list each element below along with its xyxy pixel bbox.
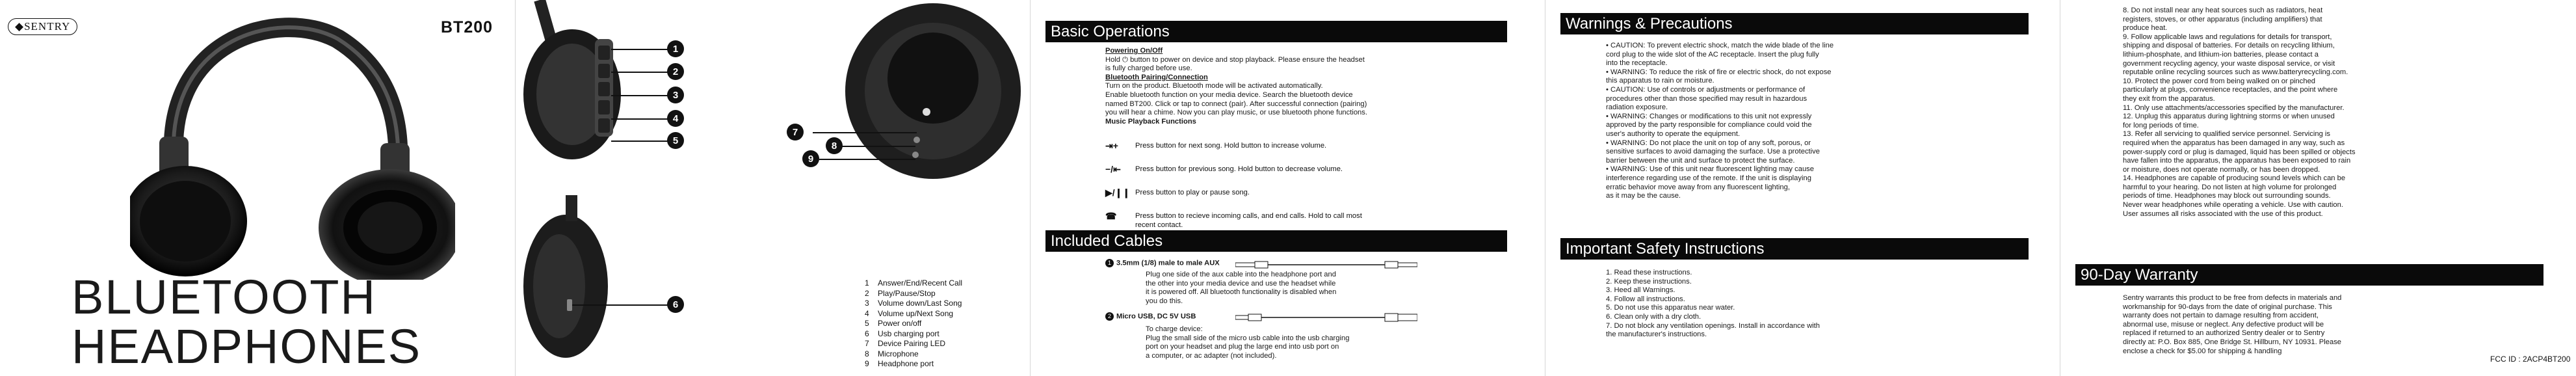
callout-leader <box>813 132 917 133</box>
legend-item: 2 Play/Pause/Stop <box>865 288 936 298</box>
legend-item: 8 Microphone <box>865 349 919 358</box>
cable-number-icon: 2 <box>1105 312 1114 321</box>
legend-item: 7 Device Pairing LED <box>865 339 946 348</box>
callout-leader <box>611 95 670 96</box>
cable-number-icon: 1 <box>1105 259 1114 267</box>
callout-leader <box>611 141 670 142</box>
legend-item: 3 Volume down/Last Song <box>865 299 962 308</box>
callout-leader <box>611 49 670 50</box>
fcc-id: FCC ID : 2ACP4BT200 <box>2490 355 2571 364</box>
powering-text: is fully charged before use. <box>1105 64 1192 73</box>
callout-leader <box>611 72 670 73</box>
basic-operations-heading: Basic Operations <box>1045 21 1507 42</box>
headphones-front-illustration <box>130 13 455 280</box>
safety-instructions-body: 1. Read these instructions. 2. Keep these instructions. 3. Heed all Warnings. 4. Follow all instructions. 5. Do not use this apparatus near water. 6. Clean only with a dry cloth. 7. Do not block any ventilation openings. Install in accordance with the manufacturer's instructions. <box>1606 269 1820 339</box>
phone-icon: ☎ <box>1105 211 1117 221</box>
control-previous <box>1105 165 1343 174</box>
usb-cable-text: To charge device: Plug the small side of the micro usb cable into the usb charging port on your headset and plug the large end into usb port on a computer, or ac adapter (not included). <box>1146 325 1350 360</box>
warnings-heading: Warnings & Precautions <box>1560 13 2029 34</box>
warranty-body: Sentry warrants this product to be free from defects in materials and workmanship for 90-days from the date of original purchase. This warranty does not pertain to damage resulting from accident, abnormal use, misuse or neglect. Any defective product will be replaced if returned to an authorized Sentry dealer or to Sentry directly at: P.O. Box 885, One Bridge St. Hillburn, NY 10931. Please enclose a check for $5.00 for shipping & handling <box>2123 294 2342 355</box>
control-call <box>1105 212 1362 230</box>
product-title-line1: BLUETOOTH <box>72 270 376 324</box>
sentry-logo: ◆SENTRY <box>8 18 77 35</box>
aux-cable-icon <box>1235 260 1417 269</box>
callout-9: 9 <box>802 150 819 167</box>
pairing-title: Bluetooth Pairing/Connection <box>1105 73 1208 81</box>
aux-cable-text: Plug one side of the aux cable into the headphone port and the other into your media device and use the headset while it is powered off. All bluetooth functionality is disabled when you do this. <box>1146 271 1337 305</box>
music-playback-title: Music Playback Functions <box>1105 117 1196 126</box>
pairing-text: named BT200. Click or tap to connect (pair). After successful connection (pairing) <box>1105 100 1367 108</box>
product-title-line2: HEADPHONES <box>72 319 422 373</box>
basic-operations-body <box>1105 47 1469 126</box>
callout-3: 3 <box>667 87 684 103</box>
pairing-text: Turn on the product. Bluetooth mode will be activated automatically. <box>1105 82 1323 90</box>
callout-leader <box>839 146 915 147</box>
headphones-usb-port-illustration <box>520 195 624 371</box>
callout-2: 2 <box>667 63 684 80</box>
aux-cable-title: 3.5mm (1/8) male to male AUX <box>1116 259 1220 267</box>
headphones-led-mic-illustration <box>839 0 1027 189</box>
previous-volume-down-icon: −/⇤ <box>1105 164 1121 174</box>
headphones-side-buttons-illustration <box>520 0 650 169</box>
usb-cable-icon <box>1235 313 1417 322</box>
legend-item: 4 Volume up/Next Song <box>865 308 954 318</box>
legend-item: 9 Headphone port <box>865 359 934 368</box>
usb-cable-title: Micro USB, DC 5V USB <box>1116 312 1196 321</box>
callout-8: 8 <box>826 137 843 154</box>
legend-item: 1 Answer/End/Recent Call <box>865 278 963 288</box>
control-next <box>1105 142 1326 151</box>
callout-leader <box>819 159 915 160</box>
callout-4: 4 <box>667 110 684 127</box>
legend-item: 5 Power on/off <box>865 319 922 328</box>
safety-instructions-heading: Important Safety Instructions <box>1560 238 2029 260</box>
next-volume-up-icon: ⇥+ <box>1105 141 1118 151</box>
callout-5: 5 <box>667 132 684 149</box>
more-safety-body: 8. Do not install near any heat sources such as radiators, heat registers, stoves, or other apparatus (including amplifiers) that produce heat. 9. Follow applicable laws and regulations for details for transport, shipping and disposal of batteries. For details on recycling lithium, lithium-phosphate, and lithium-ion batteries, please contact a government recycling agency, your waste disposal service, or visit reputable online recycling sources such as www.batteryrecycling.com. 10. Protect the power cord from being walked on or pinched particularly at plugs, convenience receptacles, and the point where they exit from the apparatus. 11. Only use attachments/accessories specified by the manufacturer. 12. Unplug this apparatus during lightning storms or when unused for long periods of time. 13. Refer all servicing to qualified service personnel. Servicing is required when the apparatus has been damaged in any way, such as power-supply cord or plug is damaged, liquid has been spilled or objects have fallen into the apparatus, the apparatus has been exposed to rain or moisture, does not operate normally, or has been dropped. 14. Headphones are capable of producing sound levels which can be harmful to your hearing. Do not listen at high volume for prolonged periods of time. Headphones may block out surrounding sounds. Never wear headphones while operating a vehicle. Use with caution. User assumes all risks associated with the use of this product. <box>2123 7 2356 218</box>
control-text: Press button to play or pause song. <box>1135 189 1250 196</box>
control-text: Press button for previous song. Hold button to decrease volume. <box>1135 165 1343 173</box>
callout-6: 6 <box>667 296 684 313</box>
model-number: BT200 <box>441 18 493 36</box>
included-cables-heading: Included Cables <box>1045 230 1507 252</box>
callout-leader <box>572 304 670 306</box>
control-text: Press button to recieve incoming calls, and end calls. Hold to call most <box>1135 212 1362 220</box>
panel-divider <box>1030 0 1031 376</box>
parts-legend <box>865 278 962 369</box>
callout-7: 7 <box>787 124 804 141</box>
warranty-heading: 90-Day Warranty <box>2075 264 2543 286</box>
control-text: Press button for next song. Hold button to increase volume. <box>1135 142 1327 150</box>
control-text: recent contact. <box>1135 221 1183 229</box>
panel-divider <box>515 0 516 376</box>
play-pause-icon: ▶/❙❙ <box>1105 187 1131 198</box>
powering-text: Hold ⏻ button to power on device and stop playback. Please ensure the headset <box>1105 55 1365 64</box>
pairing-text: Enable bluetooth function on your media device. Search the bluetooth device <box>1105 90 1353 99</box>
powering-title: Powering On/Off <box>1105 47 1163 55</box>
pairing-text: you will hear a chime. Now you can play music, or use bluetooth phone functions. <box>1105 109 1367 117</box>
callout-1: 1 <box>667 40 684 57</box>
control-play-pause <box>1105 189 1250 198</box>
callout-leader <box>611 118 670 120</box>
legend-item: 6 Usb charging port <box>865 329 940 338</box>
warnings-body: • CAUTION: To prevent electric shock, match the wide blade of the line cord plug to the wide slot of the AC receptacle. Insert the plug fully into the receptacle. • WARNING: To reduce the risk of fire or electric shock, do not expose this apparatus to rain or moisture. • CAUTION: Use of controls or adjustments or performance of procedures other than those specified may result in hazardous radiation exposure. • WARNING: Changes or modifications to this unit not expressly approved by the party responsible for compliance could void the user's authority to operate the equipment. • WARNING: Do not place the unit on top of any soft, porous, or sensitive surfaces to avoid damaging the surface. Use a protective barrier between the unit and surface to protect the surface. • WARNING: Use of this unit near fluorescent lighting may cause interference regarding use of the remote. If the unit is displaying erratic behavior move away from any fluorescent lighting, as it may be the cause. <box>1606 42 1834 200</box>
